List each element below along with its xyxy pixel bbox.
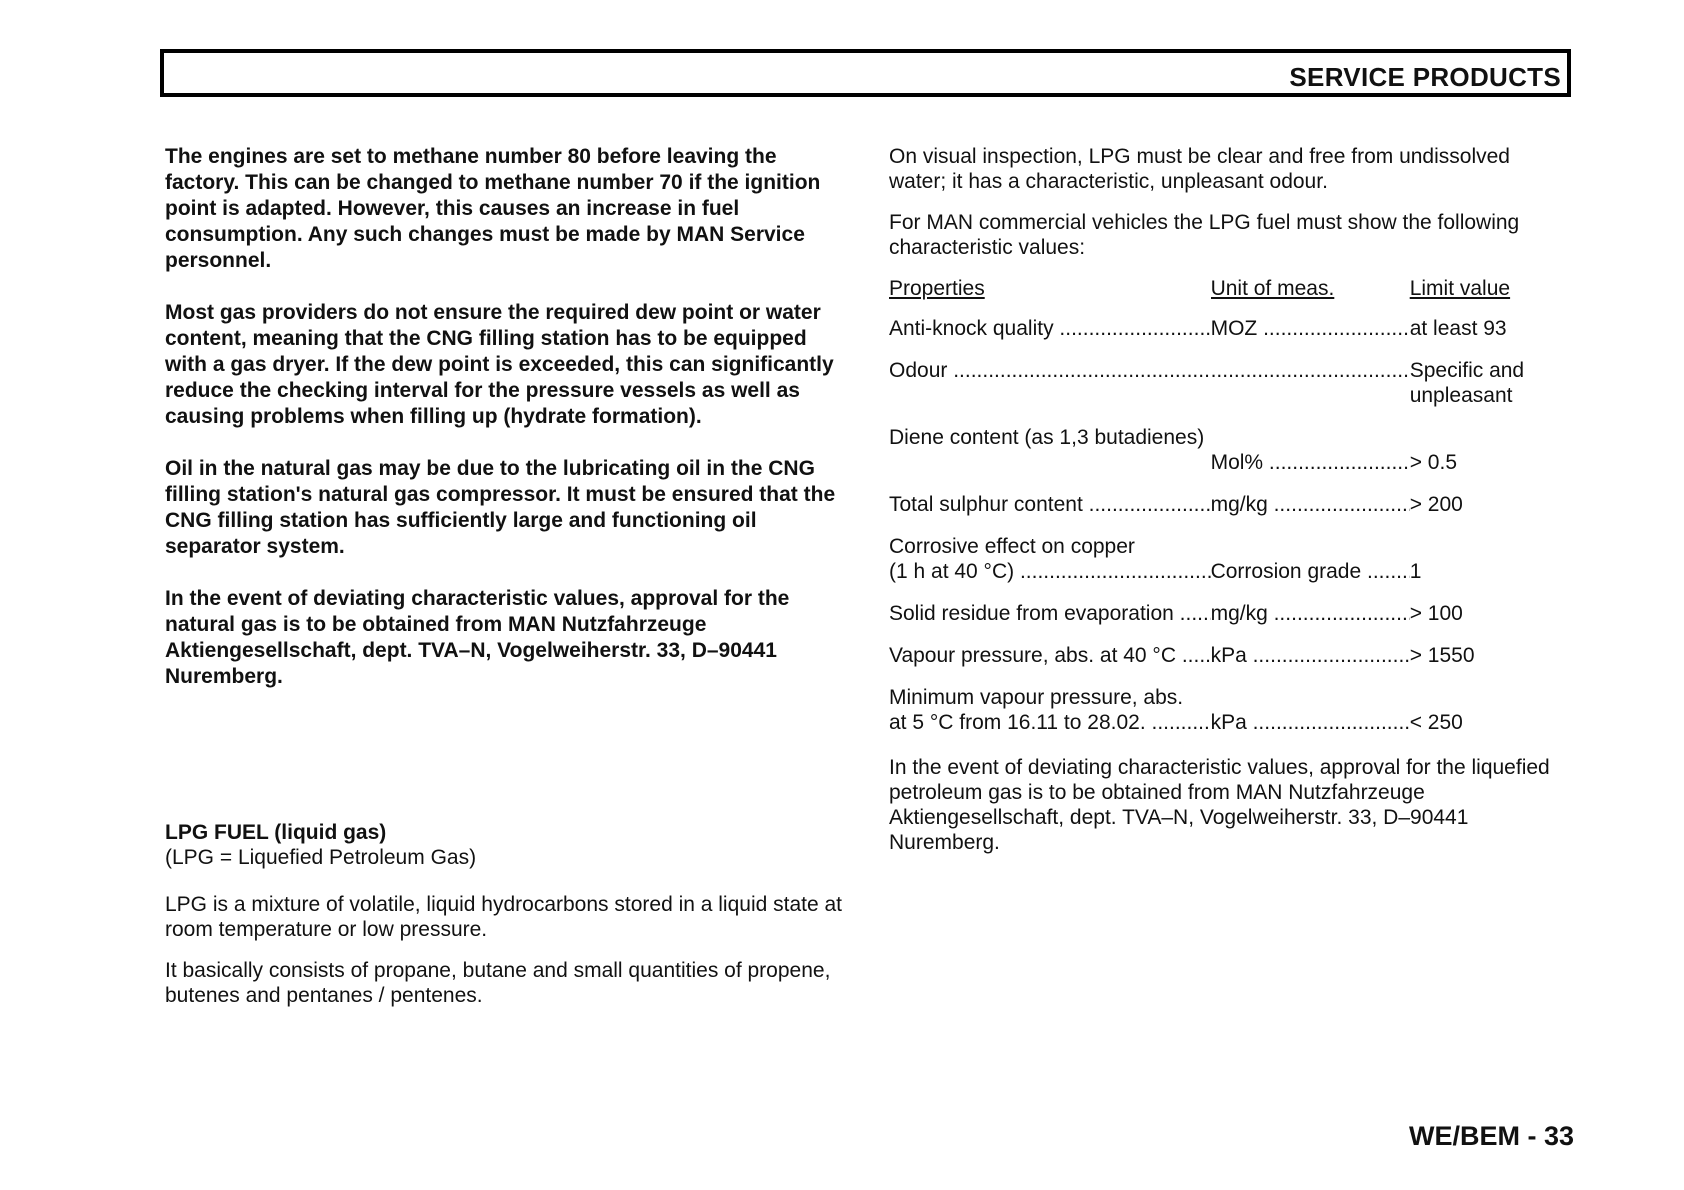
limit-cell: > 0.5 [1409, 451, 1457, 474]
paragraph-characteristic-values: For MAN commercial vehicles the LPG fuel must show the following characteristic values: [889, 211, 1520, 259]
property-cell: Solid residue from evaporation ..... [889, 602, 1211, 625]
property-cell: Diene content (as 1,3 butadienes) [889, 426, 1205, 449]
table-row [889, 425, 1569, 475]
unit-cell: kPa ..... [1211, 644, 1410, 667]
limit-cell: 1 [1409, 560, 1422, 583]
table-row [889, 492, 1569, 517]
header-unit: Unit of meas. [1210, 277, 1335, 300]
property-cell: (1 h at 40 °C) ..... [889, 560, 1211, 583]
table-row [889, 316, 1569, 341]
header-frame [160, 49, 1571, 97]
header-properties: Properties [889, 277, 985, 300]
limit-cell: > 200 [1409, 493, 1463, 516]
lpg-paragraph-mixture: LPG is a mixture of volatile, liquid hydrocarbons stored in a liquid state at room temperature or low pressure. [165, 893, 843, 941]
page-number: WE/BEM - 33 [1408, 1121, 1574, 1151]
limit-cell: at least 93 [1409, 317, 1507, 340]
limit-cell: Specific and unpleasant [1409, 359, 1525, 407]
paragraph-oil-in-gas: Oil in the natural gas may be due to the lubricating oil in the CNG filling station's natural gas compressor. It must be ensured that the CNG filling station has sufficiently large and functioning oil separator system. [165, 457, 836, 558]
paragraph-approval-lpg: In the event of deviating characteristic values, approval for the liquefied petroleum gas is to be obtained from MAN Nutzfahrzeuge Aktiengesellschaft, dept. TVA–N, Vogelweiherstr. 33, D–90441 Nuremberg. [889, 756, 1550, 854]
table-row [889, 685, 1569, 735]
unit-cell: MOZ ..... [1211, 317, 1410, 340]
lpg-properties-table [889, 276, 1569, 735]
table-row [889, 601, 1569, 626]
limit-cell: < 250 [1409, 711, 1463, 734]
unit-cell [1211, 359, 1410, 382]
limit-cell: > 100 [1409, 602, 1463, 625]
limit-cell: > 1550 [1409, 644, 1475, 667]
property-cell: Minimum vapour pressure, abs. [889, 686, 1184, 709]
property-cell: Odour ..... [889, 359, 1211, 382]
lpg-subheading: (LPG = Liquefied Petroleum Gas) [165, 846, 477, 869]
lpg-heading: LPG FUEL (liquid gas) [165, 821, 387, 844]
right-column [889, 144, 1569, 876]
table-header [889, 276, 1569, 301]
left-column [165, 144, 845, 716]
paragraph-methane-number: The engines are set to methane number 80 before leaving the factory. This can be changed to methane number 70 if the ignition point is adapted. However, this causes an increase in fuel consumption. Any such changes must be made by MAN Service personnel. [165, 145, 821, 272]
property-cell: Anti-knock quality ..... [889, 317, 1211, 340]
property-cell: at 5 °C from 16.11 to 28.02. ..... [889, 711, 1211, 734]
table-row [889, 643, 1569, 668]
paragraph-visual-inspection: On visual inspection, LPG must be clear and free from undissolved water; it has a characteristic, unpleasant odour. [889, 145, 1510, 193]
unit-cell: kPa ..... [1211, 711, 1410, 734]
property-cell: Corrosive effect on copper [889, 535, 1135, 558]
property-cell: Vapour pressure, abs. at 40 °C ..... [889, 644, 1211, 667]
unit-cell: Corrosion grade ..... [1211, 560, 1410, 583]
table-row [889, 534, 1569, 584]
lpg-paragraph-composition: It basically consists of propane, butane and small quantities of propene, butenes and pentanes / pentenes. [165, 959, 831, 1007]
table-row [889, 358, 1569, 408]
paragraph-approval-cng: In the event of deviating characteristic values, approval for the natural gas is to be obtained from MAN Nutzfahrzeuge Aktiengesellschaft, dept. TVA–N, Vogelweiherstr. 33, D–90441 Nuremberg. [165, 587, 790, 688]
paragraph-dew-point: Most gas providers do not ensure the required dew point or water content, meaning that the CNG filling station has to be equipped with a gas dryer. If the dew point is exceeded, this can significantly reduce the checking interval for the pressure vessels as well as causing problems when filling up (hydrate formation). [165, 301, 834, 428]
header-limit: Limit value [1409, 277, 1511, 300]
unit-cell: mg/kg ..... [1211, 602, 1410, 625]
section-title: SERVICE PRODUCTS [1289, 62, 1561, 92]
lpg-section [165, 820, 845, 1024]
property-cell: Total sulphur content ..... [889, 493, 1211, 516]
unit-cell: mg/kg ..... [1211, 493, 1410, 516]
unit-cell: Mol% ..... [1211, 451, 1410, 474]
